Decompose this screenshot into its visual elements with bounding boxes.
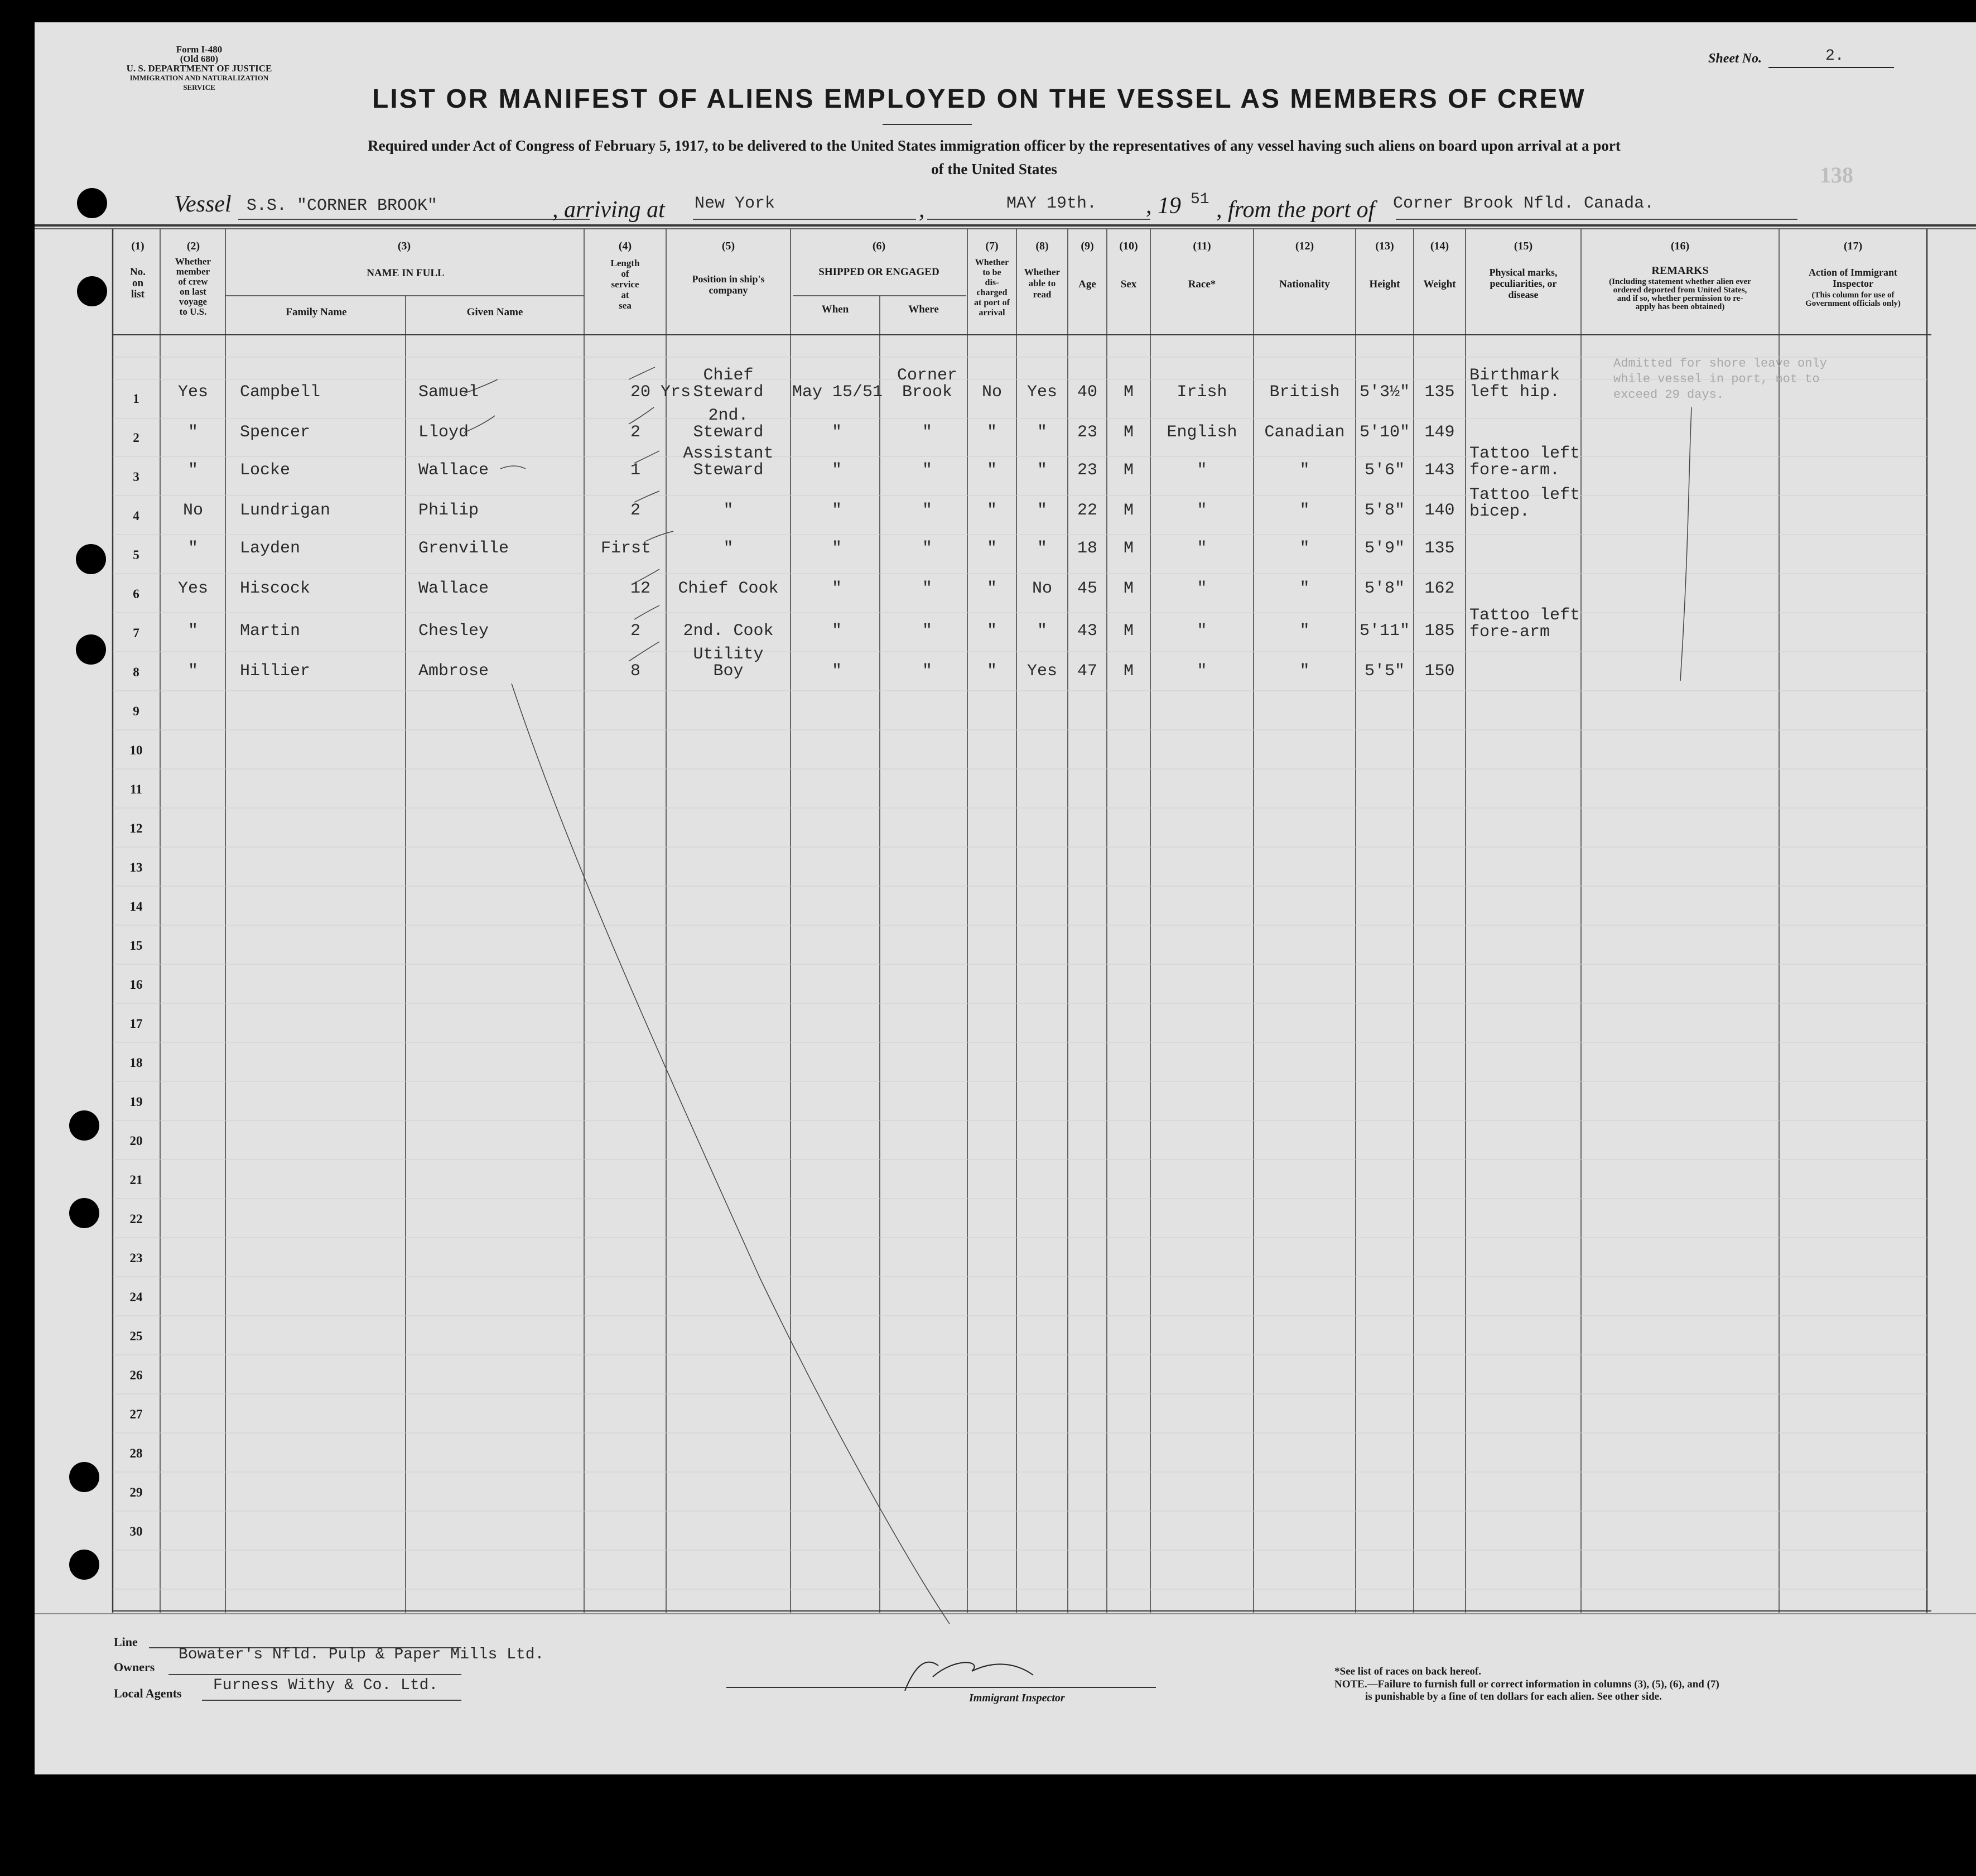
col-num-2: (2) [186,240,200,252]
cell-given-name: Lloyd [418,423,469,442]
cell-sex: M [1123,539,1134,558]
header-length-of-service: Length of service at sea [610,258,640,311]
cell-read: " [1037,622,1047,641]
header-able-to-read: Whether able to read [1024,267,1061,300]
service: IMMIGRATION AND NATURALIZATION SERVICE [129,74,269,92]
cell-discharged: " [986,461,997,480]
local-agents-value: Furness Withy & Co. Ltd. [213,1677,438,1694]
cell-height: 5'3½" [1359,383,1410,402]
cell-service: 20 Yrs [630,383,691,402]
cell-read: No [1032,579,1052,598]
row-number: 18 [129,1056,143,1070]
col-num-5: (5) [721,240,735,252]
header-nationality: Nationality [1279,278,1330,290]
cell-position: 2nd. Cook [683,622,774,641]
cell-race: Irish [1177,383,1227,402]
col-num-12: (12) [1295,240,1314,252]
cell-discharged: " [986,539,997,558]
cell-age: 22 [1077,501,1097,520]
col-num-10: (10) [1119,240,1138,252]
cell-read: Yes [1026,662,1057,681]
cell-crew: Yes [177,383,208,402]
cell-height: 5'8" [1364,501,1405,520]
row-number: 8 [133,665,139,679]
cell-race: " [1197,461,1207,480]
row-number: 3 [133,470,139,484]
races-footnote: *See list of races on back hereof. [1334,1666,1481,1677]
cell-height: 5'6" [1364,461,1405,480]
header-remarks-note: (Including statement whether alien ever ordered deported from United States, and if so, whether permission to re- apply has been obtained) [1609,277,1751,311]
row-number: 30 [129,1524,143,1538]
cell-height: 5'10" [1359,423,1410,442]
cell-marks: Birthmark left hip. [1469,366,1560,402]
col-num-9: (9) [1081,240,1094,252]
cell-race: " [1197,662,1207,681]
col-num-4: (4) [618,240,632,252]
arrival-port: New York [695,194,775,213]
cell-where: " [922,579,932,598]
cell-where: " [922,622,932,641]
cell-crew: Yes [177,579,208,598]
cell-sex: M [1123,579,1134,598]
cell-age: 43 [1077,622,1097,641]
cell-race: " [1197,501,1207,520]
cell-age: 45 [1077,579,1097,598]
header-physical-marks: Physical marks, peculiarities, or disease [1489,267,1558,300]
row-number: 11 [130,782,142,796]
cell-when: " [831,579,842,598]
header-action: Action of Immigrant Inspector [1809,267,1897,289]
cell-crew: " [187,539,198,558]
owners-rule [168,1674,461,1675]
cell-when: " [831,539,842,558]
cell-family-name: Campbell [240,383,321,402]
vessel-name: S.S. "CORNER BROOK" [247,196,438,215]
local-agents-label: Local Agents [114,1686,182,1700]
sheet-number-value: 2. [1825,47,1844,65]
from-port-label: , from the port of [1216,197,1375,223]
cell-sex: M [1123,461,1134,480]
cell-family-name: Spencer [240,423,311,442]
arriving-label: , arriving at [552,197,665,223]
header-height: Height [1369,278,1400,290]
row-number: 26 [129,1368,143,1382]
row-number: 17 [129,1017,143,1031]
cell-read: " [1037,539,1047,558]
cell-sex: M [1123,423,1134,442]
cell-nationality: " [1299,579,1310,598]
row-number: 12 [129,821,143,835]
check-marks [464,367,673,661]
col-num-16: (16) [1670,240,1690,252]
form-number: Form I-480 [176,44,223,55]
header-position: Position in ship's company [692,273,765,296]
inspector-label: Immigrant Inspector [969,1692,1065,1704]
cell-age: 23 [1077,461,1097,480]
cell-height: 5'5" [1364,662,1405,681]
row-number: 2 [133,431,139,445]
cell-height: 5'8" [1364,579,1405,598]
cell-family-name: Hillier [240,662,311,681]
cell-race: English [1167,423,1237,442]
col-num-13: (13) [1375,240,1394,252]
cell-position: Assistant Steward [683,444,774,480]
header-last-voyage: Whether member of crew on last voyage to U.S. [175,256,211,317]
row-number: 13 [129,860,143,874]
row-number: 15 [129,939,143,953]
header-weight: Weight [1423,278,1456,290]
col-num-1: (1) [131,240,144,252]
cell-position: Chief Cook [678,579,779,598]
cell-weight: 185 [1424,622,1455,641]
cell-discharged: " [986,662,997,681]
cell-weight: 135 [1424,383,1455,402]
row-number: 5 [133,548,139,562]
col-num-14: (14) [1430,240,1449,252]
header-discharged: Whether to be dis- charged at port of arrival [974,258,1010,318]
cell-sex: M [1123,662,1134,681]
cell-when: " [831,501,842,520]
cell-where: " [922,662,932,681]
cell-crew: " [187,622,198,641]
cell-weight: 162 [1424,579,1455,598]
col-num-8: (8) [1035,240,1049,252]
header-action-note: (This column for use of Government officials only) [1805,291,1901,308]
cell-weight: 135 [1424,539,1455,558]
header-when: When [821,304,849,315]
remarks-shore-leave: Admitted for shore leave only while vessel in port, not to exceed 29 days. [1613,357,1827,402]
cell-family-name: Hiscock [240,579,311,598]
cell-service: 2 [630,622,641,641]
cell-given-name: Grenville [418,539,509,558]
cell-age: 47 [1077,662,1097,681]
cell-read: " [1037,461,1047,480]
row-number: 25 [129,1329,143,1343]
vessel-label: Vessel [174,191,232,217]
cell-given-name: Wallace [418,579,489,598]
cell-weight: 143 [1424,461,1455,480]
row-number: 29 [129,1485,143,1499]
col-num-11: (11) [1193,240,1211,252]
header-race: Race* [1188,278,1216,290]
cell-position: Chief Steward [693,366,764,402]
cell-position: " [723,501,734,520]
cell-family-name: Layden [240,539,301,558]
col-num-7: (7) [985,240,999,252]
cell-family-name: Locke [240,461,291,480]
row-number: 10 [129,743,143,757]
cell-sex: M [1123,501,1134,520]
cell-race: " [1197,579,1207,598]
cell-when: " [831,423,842,442]
cell-when: " [831,461,842,480]
cell-crew: " [187,662,198,681]
col-num-3: (3) [397,240,411,252]
cell-age: 18 [1077,539,1097,558]
cell-marks: Tattoo left fore-arm [1469,606,1580,642]
cell-nationality: " [1299,622,1310,641]
cell-where: " [922,501,932,520]
subtitle-line-2: of the United States [931,161,1057,177]
cell-crew: No [182,501,203,520]
cell-position: Utility Boy [693,645,764,681]
sheet-number-label: Sheet No. [1708,51,1762,66]
header-remarks: REMARKS [1651,264,1709,277]
col-num-15: (15) [1514,240,1533,252]
cell-crew: " [187,461,198,480]
cell-where: " [922,539,932,558]
cell-read: Yes [1026,383,1057,402]
row-number: 16 [129,978,143,992]
cell-where: " [922,461,932,480]
cell-service: 2 [630,501,641,520]
line-label: Line [114,1635,138,1649]
cell-given-name: Philip [418,501,479,520]
header-list-number: No. on list [130,266,146,300]
arrival-date: MAY 19th. [1006,194,1097,213]
remarks-bracket [1680,407,1691,681]
cell-read: " [1037,423,1047,442]
cell-height: 5'11" [1359,622,1410,641]
cell-given-name: Samuel [418,383,479,402]
cell-when: " [831,622,842,641]
header-where: Where [908,304,939,315]
pencil-line [512,684,950,1624]
row-number: 22 [129,1212,143,1226]
cell-service: 12 [630,579,651,598]
cell-family-name: Lundrigan [240,501,331,520]
cell-nationality: " [1299,461,1310,480]
department: U. S. DEPARTMENT OF JUSTICE [126,63,272,74]
port-comma: , [919,197,925,223]
cell-height: 5'9" [1364,539,1405,558]
cell-position: " [723,539,734,558]
cell-discharged: " [986,501,997,520]
row-number: 27 [129,1407,143,1421]
stamp-number: 138 [1820,162,1853,187]
cell-service: 1 [630,461,641,480]
row-number: 21 [129,1173,143,1187]
header-sex: Sex [1120,278,1137,290]
cell-discharged: " [986,579,997,598]
cell-discharged: " [986,423,997,442]
cell-service: 8 [630,662,641,681]
row-number: 23 [129,1251,143,1265]
owners-value: Bowater's Nfld. Pulp & Paper Mills Ltd. [179,1646,544,1663]
row-number: 7 [133,626,139,640]
cell-given-name: Chesley [418,622,489,641]
cell-when: " [831,662,842,681]
cell-weight: 140 [1424,501,1455,520]
cell-nationality: Canadian [1264,423,1345,442]
cell-discharged: No [981,383,1002,402]
cell-marks: Tattoo left fore-arm. [1469,444,1580,480]
page-title: LIST OR MANIFEST OF ALIENS EMPLOYED ON THE VESSEL AS MEMBERS OF CREW [372,84,1586,114]
cell-position: 2nd. Steward [693,406,764,442]
cell-service: First [601,539,652,558]
manifest-sheet [35,22,1976,1774]
row-number: 9 [133,704,139,718]
cell-age: 40 [1077,383,1097,402]
cell-given-name: Ambrose [418,662,489,681]
row-number: 1 [133,392,139,406]
form-old-number: (Old 680) [180,54,219,64]
row-number: 20 [129,1134,143,1148]
cell-service: 2 [630,423,641,442]
cell-marks: Tattoo left bicep. [1469,485,1580,521]
cell-where: Corner Brook [897,366,958,402]
header-family-name: Family Name [286,306,347,318]
cell-discharged: " [986,622,997,641]
cell-weight: 150 [1424,662,1455,681]
cell-race: " [1197,622,1207,641]
row-number: 6 [133,587,139,601]
cell-sex: M [1123,383,1134,402]
cell-nationality: " [1299,662,1310,681]
header-age: Age [1078,278,1096,290]
cell-crew: " [187,423,198,442]
cell-weight: 149 [1424,423,1455,442]
header-given-name: Given Name [466,306,523,318]
cell-sex: M [1123,622,1134,641]
cell-read: " [1037,501,1047,520]
subtitle-line-1: Required under Act of Congress of February 5, 1917, to be delivered to the United States immigration officer by the representatives of any vessel having such aliens on board upon arrival at a port [368,137,1621,154]
cell-age: 23 [1077,423,1097,442]
origin-port: Corner Brook Nfld. Canada. [1393,194,1655,213]
cell-nationality: " [1299,501,1310,520]
cell-race: " [1197,539,1207,558]
col-num-6: (6) [872,240,886,252]
cell-nationality: British [1269,383,1340,402]
header-name-in-full: NAME IN FULL [367,267,445,279]
row-number: 14 [129,899,143,913]
cell-nationality: " [1299,539,1310,558]
header-shipped-engaged: SHIPPED OR ENGAGED [818,266,939,278]
fine-notice-1: NOTE.—Failure to furnish full or correct information in columns (3), (5), (6), and (7) [1334,1678,1719,1690]
col-num-17: (17) [1843,240,1863,252]
owners-label: Owners [114,1660,155,1674]
fine-notice-2: is punishable by a fine of ten dollars for each alien. See other side. [1365,1691,1662,1702]
row-number: 19 [129,1095,143,1109]
row-number: 28 [129,1446,143,1460]
cell-family-name: Martin [240,622,301,641]
row-number: 4 [133,509,139,523]
signature-line [726,1687,1156,1688]
year-prefix: , 19 [1146,193,1181,219]
cell-when: May 15/51 [792,383,883,402]
cell-given-name: Wallace [418,461,489,480]
cell-where: " [922,423,932,442]
year-suffix: 51 [1191,191,1209,208]
row-number: 24 [129,1290,143,1304]
agents-rule [202,1700,461,1701]
